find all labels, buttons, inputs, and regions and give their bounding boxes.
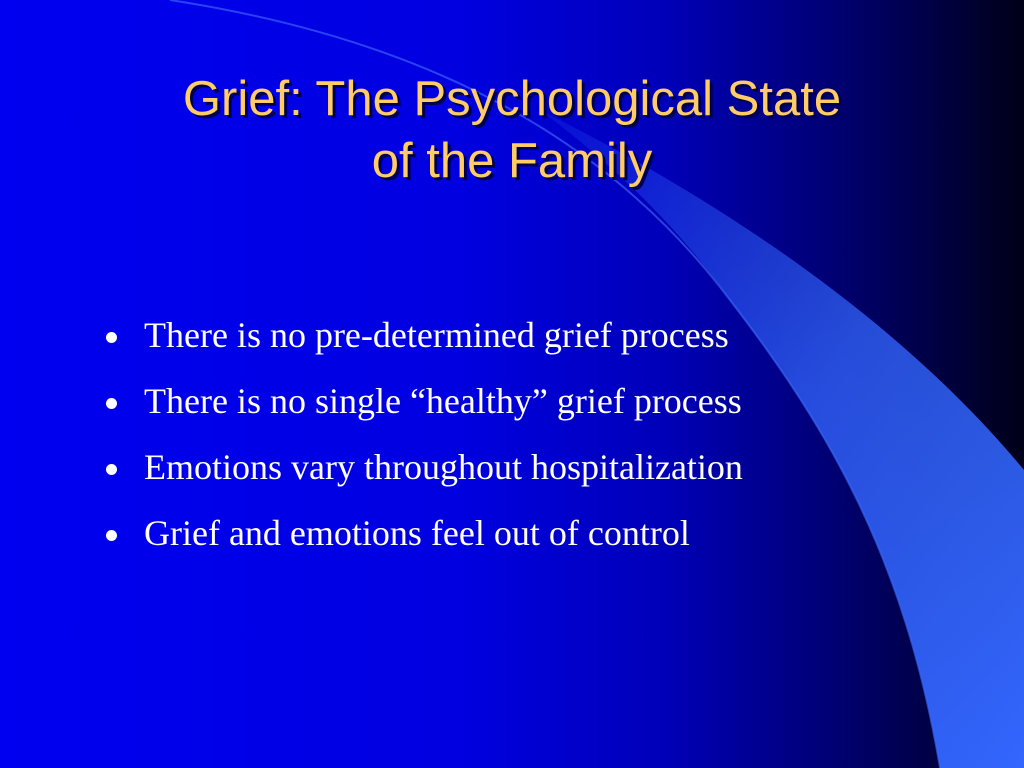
title-line-2: of the Family: [371, 134, 653, 188]
bullet-text: There is no single “healthy” grief process: [144, 381, 742, 421]
slide-title: [40, 68, 984, 192]
bullet-dot-icon: [106, 464, 117, 475]
bullet-item: [106, 434, 743, 500]
bullet-dot-icon: [106, 398, 117, 409]
bullet-item: [106, 302, 743, 368]
bullet-item: [106, 368, 743, 434]
bullet-item: [106, 500, 743, 566]
bullet-dot-icon: [106, 332, 117, 343]
bullet-text: There is no pre-determined grief process: [144, 315, 729, 355]
bullet-text: Grief and emotions feel out of control: [144, 513, 690, 553]
bullet-text: Emotions vary throughout hospitalization: [144, 447, 743, 487]
bullet-list: [106, 302, 743, 566]
bullet-dot-icon: [106, 530, 117, 541]
title-line-1: Grief: The Psychological State: [182, 72, 842, 126]
